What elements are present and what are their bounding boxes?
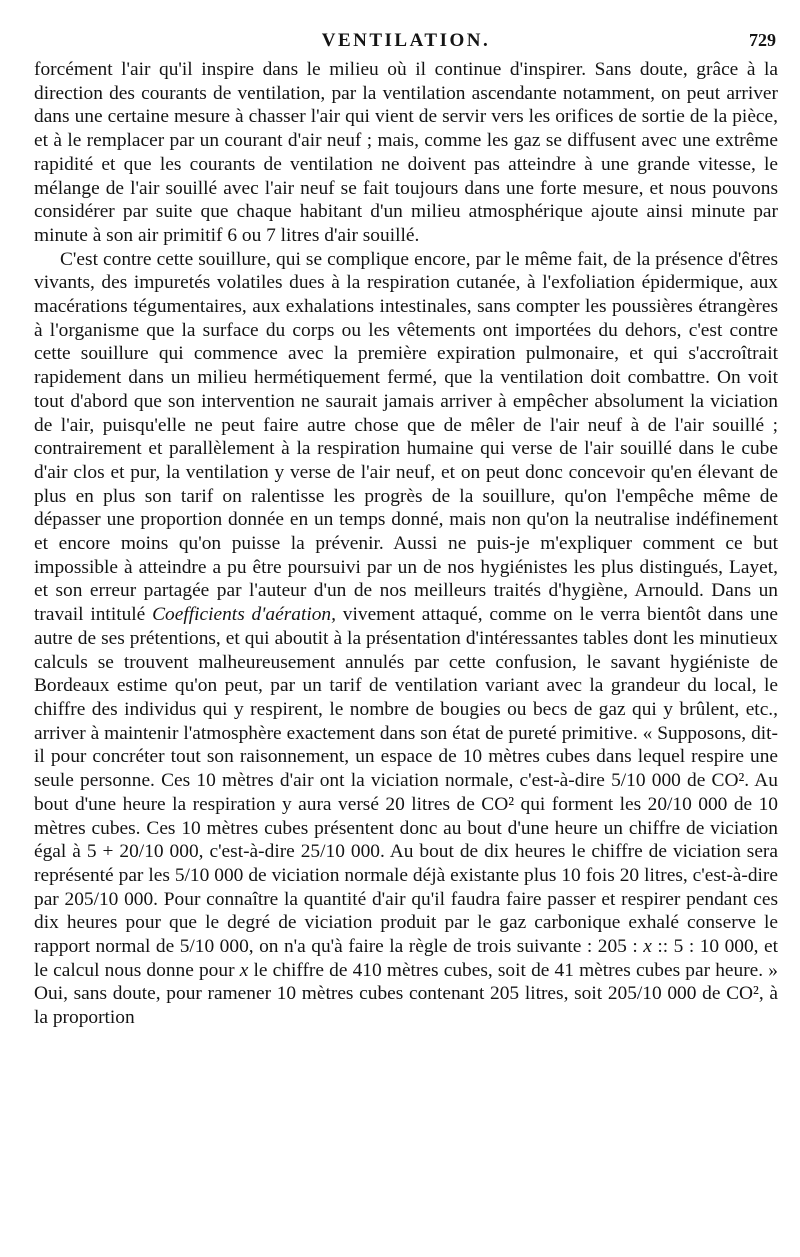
running-title: VENTILATION.: [321, 30, 491, 51]
text-segment: vivement attaqué, comme on le verra bientôt dans une autre de ses prétentions, et qui aboutit à la présentation d'intéressantes tables dont les minutieux calculs se trouvent malheureusement annulés par cette confusion, le savant hygiéniste de Bordeaux estime qu'on peut, par un tarif de ventilation variant avec la grandeur du local, le chiffre des individus qui y respirent, le nombre de bougies ou becs de gaz qui y brûlent, etc., arriver à maintenir l'atmosphère exactement dans son état de pureté primitive. « Supposons, dit-il pour concréter tout son raisonnement, un espace de 10 mètres cubes dans lequel respire une seule personne. Ces 10 mètres d'air ont la viciation normale, c'est-à-dire 5/10 000 de CO². Au bout d'une heure la respiration y aura versé 20 litres de CO² qui forment les 20/10 000 de 10 mètres cubes. Ces 10 mètres cubes présentent donc au bout d'une heure un chiffre de viciation égal à 5 + 20/10 000, c'est-à-dire 25/10 000. Au bout de dix heures le chiffre de viciation sera représenté par les 5/10 000 de viciation normale déjà existante plus 10 fois 20 litres, c'est-à-dire par 205/10 000. Pour connaître la quantité d'air qu'il faudra faire passer et respirer pendant ces dix heures pour que le degré de viciation produit par le gaz carbonique exhalé conserve le rapport normal de 5/10 000, on n'a qu'à faire la règle de trois suivante : 205 :: [34, 604, 779, 958]
paragraph: [34, 58, 778, 248]
text-segment: forcément l'air qu'il inspire dans le milieu où il continue d'inspirer. Sans doute, grâce à la direction des courants de ventilation, par la ventilation ascendante notamment, on peut arriver dans une certaine mesure à chasser l'air qui vient de servir vers les orifices de sortie de la pièce, et à le remplacer par un courant d'air neuf ; mais, comme les gaz se diffusent avec une extrême rapidité et que les courants de ventilation ne doivent pas atteindre à une grande vitesse, le mélange de l'air souillé avec l'air neuf se fait toujours dans une forte mesure, et nous pouvons considérer par suite que chaque habitant d'un milieu atmosphérique ajoute ainsi minute par minute à son air primitif 6 ou 7 litres d'air souillé.: [34, 59, 778, 246]
text-segment: C'est contre cette souillure, qui se complique encore, par le même fait, de la présence d'êtres vivants, des impuretés volatiles dues à la respiration cutanée, à l'exfoliation épidermique, aux macérations tégumentaires, aux exhalations intestinales, sans compter les poussières étrangères à l'organisme que la surface du corps ou les vêtements ont importées du dehors, c'est contre cette souillure qui commence avec la première expiration pulmonaire, et qui s'accroîtrait rapidement dans un milieu hermétiquement fermé, que la ventilation doit combattre. On voit tout d'abord que son intervention ne saurait jamais arriver à empêcher absolument la viciation de l'air, puisqu'elle ne peut faire autre chose que de mêler de l'air neuf à de l'air souillé ; contrairement et parallèlement à la respiration humaine qui verse de l'air souillé dans le cube d'air clos et pur, la ventilation y verse de l'air neuf, et on peut donc concevoir qu'en élevant de plus en plus son tarif on ralentisse les progrès de la souillure, qu'on l'empêche même de dépasser une proportion donnée en un temps donné, mais non qu'on la neutralise indéfinement et encore moins qu'on puisse la prévenir. Aussi ne puis-je m'expliquer comment ce but impossible à atteindre a pu être poursuivi par un de nos hygiénistes les plus distingués, Layet, et son erreur partagée par l'auteur d'un de nos meilleurs traités d'hygiène, Arnould. Dans un travail intitulé: [34, 248, 778, 626]
italic-text: x: [643, 936, 652, 958]
italic-text: x: [239, 959, 249, 981]
text-segment: le chiffre de 410 mètres cubes, soit de 41 mètres cubes par heure. » Oui, sans doute, pour ramener 10 mètres cubes contenant 205 litres, soit 205/10 000 de CO², à la proportion: [34, 959, 778, 1029]
text-segment: :: 5 : 10 000, et le calcul nous donne pour: [34, 936, 779, 981]
italic-text: Coefficients d'aération,: [152, 604, 336, 626]
body-text: [34, 58, 778, 1030]
page-header: [34, 24, 778, 58]
paragraph: [34, 248, 778, 1030]
page-number: 729: [749, 30, 776, 50]
